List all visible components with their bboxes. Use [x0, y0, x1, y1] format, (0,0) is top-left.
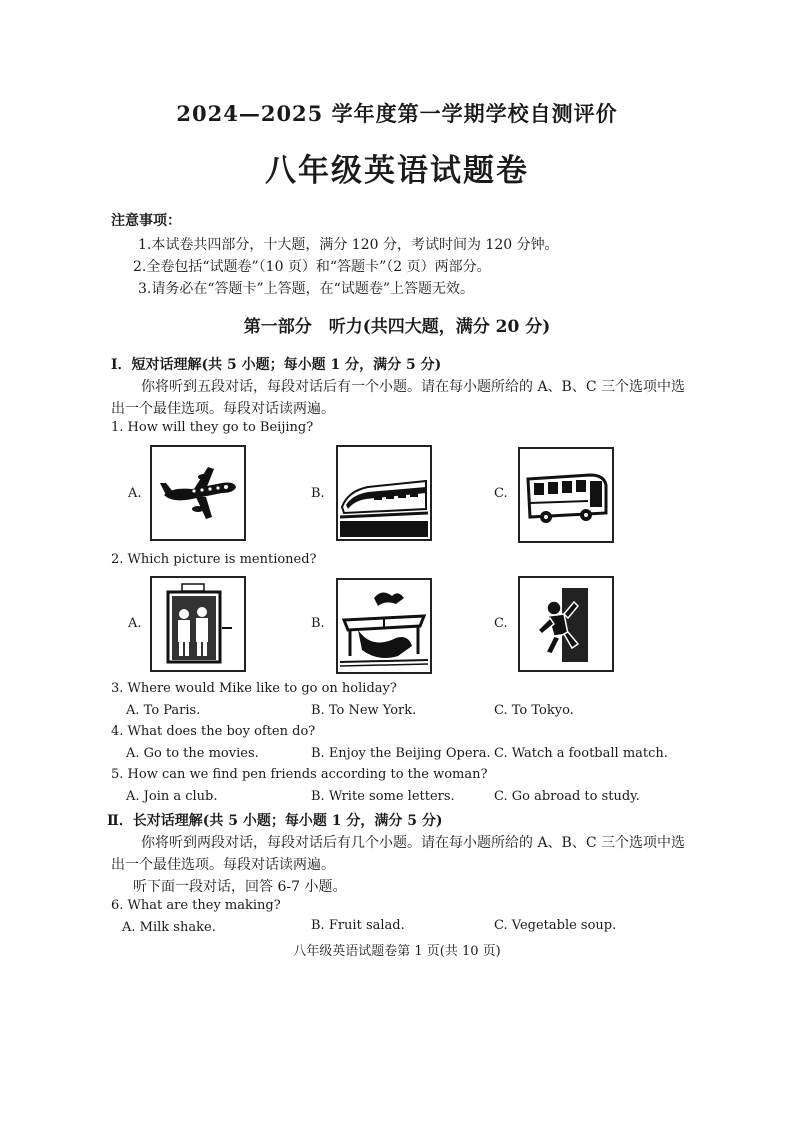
exam-title: 八年级英语试题卷 [265, 153, 529, 189]
q5-option-c: C. Go abroad to study. [494, 789, 640, 804]
section2-lead: 听下面一段对话，回答 6-7 小题。 [133, 879, 347, 895]
note-item-3: 3.请务必在“答题卡”上答题，在“试题卷”上答题无效。 [138, 281, 474, 297]
q4-option-a: A. Go to the movies. [126, 746, 259, 761]
q3-option-c: C. To Tokyo. [494, 703, 574, 718]
q2-label-c: C. [494, 616, 508, 631]
q5-option-a: A. Join a club. [126, 789, 218, 804]
airplane-icon [150, 445, 246, 541]
q3-option-a: A. To Paris. [126, 703, 201, 718]
note-item-2: 2.全卷包括“试题卷”（10 页）和“答题卡”（2 页）两部分。 [133, 259, 491, 275]
section2-instruction-2: 出一个最佳选项。每段对话读两遍。 [111, 857, 335, 873]
climbing-icon [518, 576, 614, 672]
page-footer: 八年级英语试题卷第 1 页(共 10 页) [293, 944, 501, 959]
question-5: 5. How can we find pen friends according to the woman? [111, 767, 488, 782]
q4-option-c: C. Watch a football match. [494, 746, 668, 761]
q6-option-b: B. Fruit salad. [311, 918, 405, 933]
bus-icon [518, 447, 614, 543]
q1-label-a: A. [128, 486, 142, 501]
question-2: 2. Which picture is mentioned? [111, 552, 317, 567]
section1-instruction-1: 你将听到五段对话，每段对话后有一个小题。请在每小题所给的 A、B、C 三个选项中选 [141, 379, 686, 395]
note-item-1: 1.本试卷共四部分，十大题，满分 120 分，考试时间为 120 分钟。 [138, 237, 559, 253]
section2-instruction-1: 你将听到两段对话，每段对话后有几个小题。请在每小题所给的 A、B、C 三个选项中选 [141, 835, 686, 851]
q3-option-b: B. To New York. [311, 703, 417, 718]
question-3: 3. Where would Mike like to go on holiday? [111, 681, 397, 696]
question-6: 6. What are they making? [111, 898, 281, 913]
exam-subtitle: 2024—2025 学年度第一学期学校自测评价 [176, 101, 618, 126]
q2-label-b: B. [311, 616, 325, 631]
part1-title: 第一部分 听力(共四大题，满分 20 分) [243, 317, 551, 337]
q2-label-a: A. [128, 616, 142, 631]
section2-heading: Ⅱ．长对话理解(共 5 小题；每小题 1 分，满分 5 分) [107, 813, 443, 829]
table-tennis-icon [336, 578, 432, 674]
question-4: 4. What does the boy often do? [111, 724, 316, 739]
q6-option-a: A. Milk shake. [122, 920, 216, 935]
q1-label-b: B. [311, 486, 325, 501]
q5-option-b: B. Write some letters. [311, 789, 455, 804]
q4-option-b: B. Enjoy the Beijing Opera. [311, 746, 491, 761]
train-icon [336, 445, 432, 541]
q6-option-c: C. Vegetable soup. [494, 918, 617, 933]
notes-heading: 注意事项： [111, 213, 181, 229]
elevator-icon [150, 576, 246, 672]
q1-label-c: C. [494, 486, 508, 501]
section1-heading: Ⅰ．短对话理解(共 5 小题；每小题 1 分，满分 5 分) [111, 357, 442, 373]
section1-instruction-2: 出一个最佳选项。每段对话读两遍。 [111, 401, 335, 417]
question-1: 1. How will they go to Beijing? [111, 420, 314, 435]
